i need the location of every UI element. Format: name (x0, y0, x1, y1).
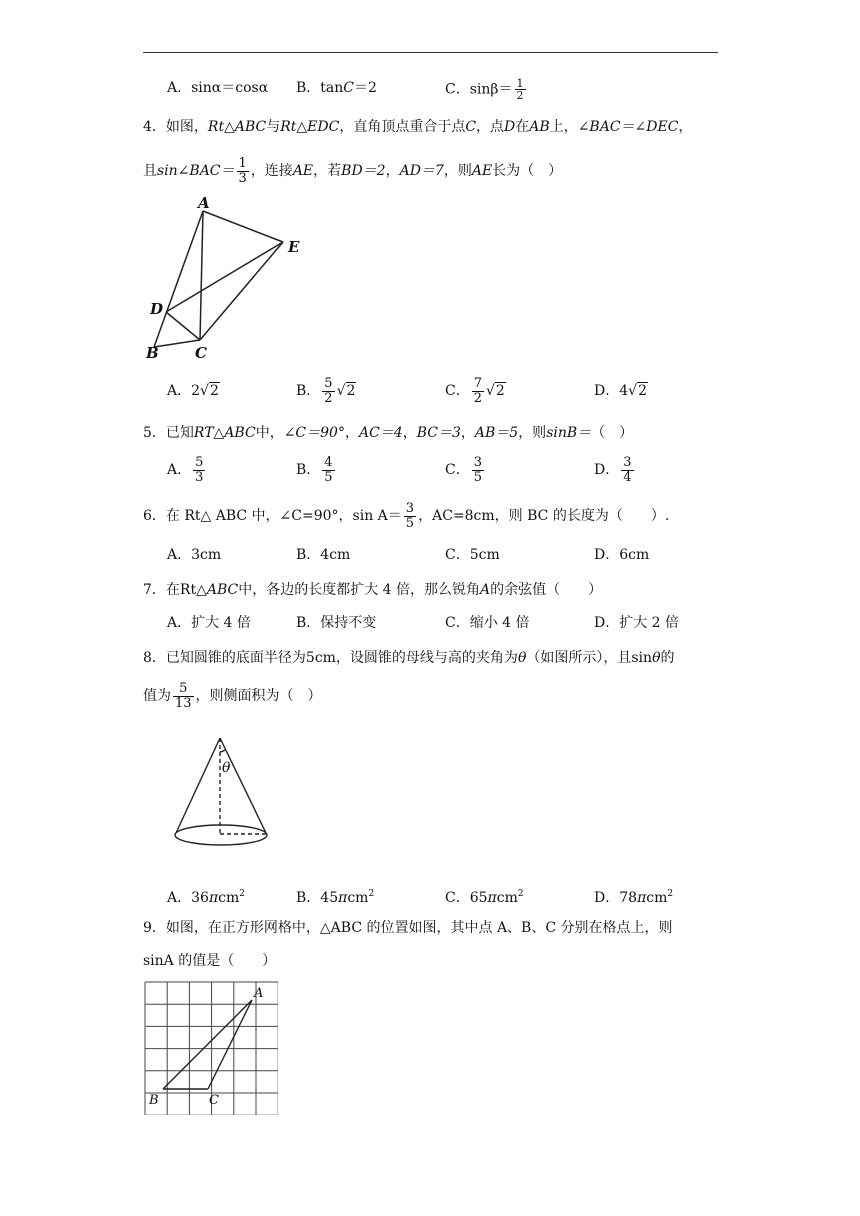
option-label: C． (445, 81, 470, 98)
q7-option-c[interactable]: C．缩小 4 倍 (445, 615, 530, 631)
q8-option-c[interactable] (445, 884, 524, 908)
segment-ec (200, 242, 283, 340)
text: ， (385, 163, 400, 179)
text: 长为（ ） (492, 163, 563, 179)
value: 36 (191, 890, 209, 906)
cone-base (175, 825, 267, 845)
denominator: 3 (238, 170, 247, 186)
text: ，则 (443, 163, 472, 179)
fraction (472, 377, 484, 406)
math: Rt△ABC (207, 119, 267, 135)
text: 4．如图， (143, 119, 208, 135)
q5-option-c[interactable] (445, 452, 486, 488)
math: AB＝5 (474, 425, 519, 441)
unit: cm (347, 890, 369, 906)
option-label: D． (594, 462, 620, 478)
value: 65 (469, 890, 488, 906)
math: A (480, 582, 491, 598)
q8-option-d[interactable] (594, 884, 673, 908)
text: ，直角顶点重合于点 (339, 119, 466, 135)
numerator: 7 (473, 375, 482, 391)
fraction (173, 682, 194, 711)
option-text: ＝2 (354, 80, 377, 96)
segment-ab (154, 211, 203, 347)
denominator: 5 (324, 469, 333, 485)
q7-option-a[interactable]: A．扩大 4 倍 (167, 615, 251, 631)
option-label: B． (296, 383, 321, 399)
text: 与 (266, 119, 281, 135)
fraction (237, 157, 249, 186)
square-root: √2 (486, 383, 505, 399)
math: AE (292, 163, 314, 179)
exponent: 2 (239, 889, 246, 899)
text: ， (460, 425, 475, 441)
q5-option-d[interactable] (594, 452, 636, 488)
pi: π (208, 890, 219, 906)
cone-slant-right (220, 738, 266, 833)
q3-option-c[interactable] (445, 78, 528, 101)
option-label: B． (296, 890, 321, 906)
option-label: A． (167, 462, 192, 478)
radicand: 2 (209, 383, 219, 399)
q7-stem (143, 580, 602, 600)
math: BD＝2 (341, 163, 386, 179)
numerator: 3 (473, 454, 482, 470)
q4-stem-line2 (143, 154, 562, 188)
q8-option-a[interactable] (167, 884, 245, 908)
math: AD＝7 (399, 163, 444, 179)
numerator: 5 (173, 682, 194, 697)
text: ，则侧面积为（ ） (195, 688, 322, 704)
q4-stem-line1 (143, 117, 692, 137)
text: 在 (515, 119, 530, 135)
q6-option-d[interactable]: D．6cm (594, 547, 650, 563)
option-label: C． (445, 890, 470, 906)
text: 中， (255, 425, 284, 441)
pi: π (637, 890, 647, 906)
label-b: B (146, 344, 159, 362)
q6-stem (143, 498, 669, 534)
text: 6．在 Rt△ ABC 中，∠C=90°，sin A＝ (143, 508, 402, 524)
option-text: sinβ＝ (469, 81, 513, 98)
pi: π (487, 890, 497, 906)
math: sin∠BAC＝ (157, 163, 235, 179)
option-label: A． (167, 80, 192, 96)
math: AC＝4 (358, 425, 403, 441)
q6-option-a[interactable]: A．3cm (167, 547, 222, 563)
option-label: D． (594, 890, 620, 906)
q3-option-a[interactable] (167, 78, 268, 98)
square-root: √2 (200, 383, 219, 399)
option-label: A． (167, 890, 192, 906)
cone-slant-left (176, 738, 220, 833)
label-a: A (254, 986, 264, 1001)
text: ， (402, 425, 417, 441)
denominator: 2 (324, 390, 333, 406)
numerator: 3 (623, 454, 632, 470)
exponent: 2 (667, 889, 674, 899)
text: 8．已知圆锥的底面半径为5cm，设圆锥的母线与高的夹角为 (143, 650, 518, 666)
segment-ed (166, 242, 283, 312)
q4-option-b[interactable] (296, 372, 356, 410)
text: ，AC=8cm，则 BC 的长度为（ ）. (418, 508, 670, 524)
label-c: C (209, 1093, 219, 1108)
value: 45 (320, 890, 339, 906)
text: 的余弦值（ ） (490, 582, 603, 598)
option-label: B． (296, 462, 321, 478)
text: （ ） (591, 425, 634, 441)
option-label: D． (594, 383, 620, 399)
option-variable: C (343, 80, 355, 96)
q5-option-a[interactable] (167, 452, 207, 488)
coefficient: 2 (191, 383, 201, 399)
radicand: 2 (346, 383, 356, 399)
q9-grid-figure (143, 980, 278, 1115)
math: θ (517, 650, 527, 666)
segment-bc (154, 340, 200, 347)
fraction (193, 456, 205, 485)
value: 78 (619, 890, 638, 906)
q3-option-b[interactable] (296, 78, 377, 98)
q4-option-d[interactable] (594, 372, 648, 410)
segment-ab (163, 1000, 252, 1089)
theta-label: θ (222, 760, 231, 776)
math: AB (529, 119, 550, 135)
numerator: 1 (516, 77, 524, 90)
text: ，连接 (250, 163, 293, 179)
text: 的 (660, 650, 675, 666)
option-label: A． (167, 383, 192, 399)
text: ， (678, 119, 693, 135)
q4-option-a[interactable] (167, 372, 220, 410)
q8-stem-line2 (143, 677, 322, 715)
option-label: C． (445, 383, 470, 399)
math: BC＝3 (416, 425, 461, 441)
math: ABC (206, 582, 239, 598)
pi: π (338, 890, 348, 906)
unit: cm (218, 890, 240, 906)
math: ∠BAC＝∠DEC (577, 119, 679, 135)
fraction (322, 456, 334, 485)
option-label: C． (445, 462, 470, 478)
label-c: C (195, 344, 207, 362)
math: RT△ABC (193, 425, 256, 441)
q8-stem-line1 (143, 648, 675, 668)
unit: cm (646, 890, 668, 906)
radicand: 2 (495, 383, 505, 399)
text: （如图所示），且sin (526, 650, 653, 666)
text: 值为 (143, 688, 171, 704)
unit: cm (496, 890, 518, 906)
q9-stem-line2: sinA 的值是（ ） (143, 953, 277, 969)
text: ， (344, 425, 359, 441)
denominator: 4 (623, 469, 632, 485)
q7-option-d[interactable]: D．扩大 2 倍 (594, 615, 680, 631)
text: 中，各边的长度都扩大 4 倍，那么锐角 (238, 582, 481, 598)
exponent: 2 (368, 889, 375, 899)
denominator: 5 (405, 515, 415, 531)
text: 且 (143, 163, 157, 179)
theta-arc (220, 750, 225, 752)
text: ，若 (313, 163, 342, 179)
option-text: sinα＝cosα (191, 80, 269, 96)
fraction (621, 456, 633, 485)
denominator: 2 (473, 390, 482, 406)
coefficient: 4 (619, 383, 629, 399)
text: 上， (549, 119, 578, 135)
fraction (404, 502, 416, 531)
math: D (504, 119, 516, 135)
math: AE (471, 163, 493, 179)
segment-dc (166, 312, 200, 340)
numerator: 4 (324, 454, 333, 470)
q9-stem-line1: 9．如图，在正方形网格中，△ABC 的位置如图，其中点 A、B、C 分别在格点上，则 (143, 920, 673, 936)
q8-cone-figure (170, 730, 280, 855)
fraction (322, 377, 334, 406)
text: 5．已知 (143, 425, 194, 441)
numerator: 5 (324, 375, 333, 391)
numerator: 1 (238, 155, 247, 171)
numerator: 5 (195, 454, 204, 470)
q4-option-c[interactable] (445, 372, 506, 410)
q5-stem (143, 423, 633, 443)
denominator: 5 (473, 469, 482, 485)
denominator: 3 (195, 469, 204, 485)
numerator: 3 (405, 500, 415, 516)
option-text: tan (320, 80, 344, 96)
label-a: A (198, 194, 210, 212)
math: ∠C＝90° (283, 425, 345, 441)
math: θ (652, 650, 661, 666)
fraction (472, 456, 484, 485)
denominator: 13 (175, 695, 192, 711)
math: C (465, 119, 477, 135)
q6-option-c[interactable]: C．5cm (445, 547, 500, 563)
fraction (515, 78, 526, 101)
option-label: B． (296, 80, 321, 96)
square-root: √2 (628, 383, 647, 399)
math: Rt△EDC (280, 119, 340, 135)
exponent: 2 (517, 889, 524, 899)
label-b: B (149, 1093, 159, 1108)
text: ，点 (476, 119, 505, 135)
radicand: 2 (638, 383, 647, 399)
label-d: D (150, 300, 164, 318)
segment-ca (208, 1000, 252, 1089)
label-e: E (288, 238, 300, 256)
text: 7．在Rt△ (143, 582, 207, 598)
q4-figure (140, 190, 315, 365)
math: sinB＝ (546, 425, 592, 441)
header-rule (143, 52, 718, 53)
q8-option-b[interactable] (296, 884, 374, 908)
q7-option-b[interactable]: B．保持不变 (296, 615, 377, 631)
segment-ae (203, 211, 283, 242)
text: ，则 (518, 425, 547, 441)
square-root: √2 (336, 383, 356, 399)
segment-ac (200, 211, 203, 340)
q6-option-b[interactable]: B．4cm (296, 547, 351, 563)
denominator: 2 (516, 89, 524, 102)
q5-option-b[interactable] (296, 452, 337, 488)
